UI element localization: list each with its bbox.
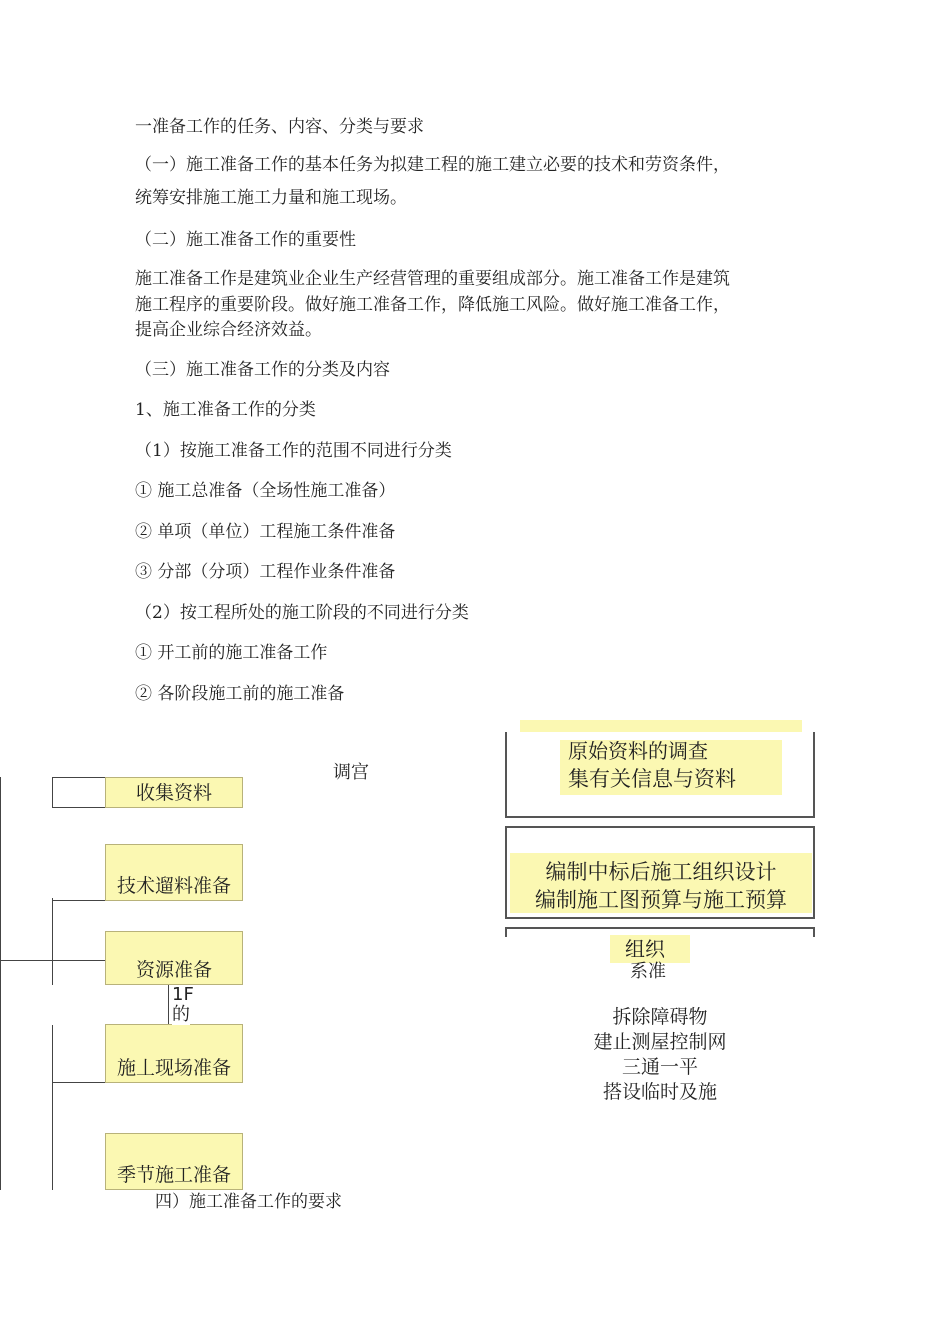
connector-line bbox=[52, 898, 53, 985]
box-text: 原始资料的调查 bbox=[568, 739, 708, 763]
connector-line bbox=[52, 900, 106, 901]
subsection-heading: （二）施工准备工作的重要性 bbox=[135, 230, 356, 250]
list-item: 三通一平 bbox=[621, 1056, 698, 1078]
fragment-text: 1F bbox=[172, 984, 194, 1005]
connector-line bbox=[0, 960, 106, 961]
paragraph-text: 统筹安排施工施工力量和施工现场。 bbox=[135, 188, 407, 208]
connector-line bbox=[52, 1082, 106, 1083]
list-item: ③ 分部（分项）工程作业条件准备 bbox=[135, 562, 396, 582]
list-item: 建止测屋控制网 bbox=[593, 1031, 727, 1053]
list-item: 拆除障碍物 bbox=[612, 1006, 708, 1028]
box-site-prep: 施丄现场准备 bbox=[105, 1024, 243, 1083]
paragraph-text: 施工准备工作是建筑业企业生产经营管理的重要组成部分。施工准备工作是建筑 bbox=[135, 269, 730, 289]
list-heading: （2）按工程所处的施工阶段的不同进行分类 bbox=[135, 603, 469, 623]
box-resource-prep: 资源准备 bbox=[105, 931, 243, 985]
connector-line bbox=[0, 777, 1, 1190]
section-heading: 一准备工作的任务、内容、分类与要求 bbox=[135, 117, 424, 137]
list-heading: （1）按施工准备工作的范围不同进行分类 bbox=[135, 441, 452, 461]
list-item: ② 各阶段施工前的施工准备 bbox=[135, 684, 345, 704]
connector-line bbox=[168, 985, 169, 1025]
fragment-text: 调宫 bbox=[333, 762, 369, 783]
box-text: 编制中标后施工组织设计 bbox=[545, 860, 777, 884]
list-item: ② 单项（单位）工程施工条件准备 bbox=[135, 522, 396, 542]
box-collect-data: 收集资料 bbox=[105, 777, 243, 808]
paragraph-text: 提高企业综合经济效益。 bbox=[135, 320, 322, 340]
highlight-strip bbox=[520, 720, 802, 732]
box-text: 系准 bbox=[630, 961, 666, 982]
list-item: ① 施工总准备（全场性施工准备） bbox=[135, 481, 396, 501]
connector-line bbox=[52, 1025, 53, 1190]
box-seasonal-prep: 季节施工准备 bbox=[105, 1133, 243, 1190]
connector-line bbox=[52, 777, 106, 778]
list-heading: 1、施工准备工作的分类 bbox=[135, 400, 316, 420]
connector-line bbox=[52, 807, 106, 808]
box-text: 集有关信息与资料 bbox=[568, 767, 736, 791]
box-text: 组织 bbox=[625, 937, 665, 961]
paragraph-text: 施工程序的重要阶段。做好施工准备工作，降低施工风险。做好施工准备工作， bbox=[135, 295, 730, 315]
fragment-text: 的 bbox=[172, 1004, 190, 1025]
paragraph-text: （一）施工准备工作的基本任务为拟建工程的施工建立必要的技术和劳资条件， bbox=[135, 155, 730, 175]
list-item: 搭设临时及施 bbox=[602, 1081, 717, 1103]
box-text: 编制施工图预算与施工预算 bbox=[535, 888, 787, 912]
connector-line bbox=[52, 777, 53, 807]
subsection-heading: 四）施工准备工作的要求 bbox=[155, 1192, 342, 1212]
list-item: ① 开工前的施工准备工作 bbox=[135, 643, 328, 663]
box-technical-prep: 技术遛料准备 bbox=[105, 844, 243, 901]
subsection-heading: （三）施工准备工作的分类及内容 bbox=[135, 360, 390, 380]
